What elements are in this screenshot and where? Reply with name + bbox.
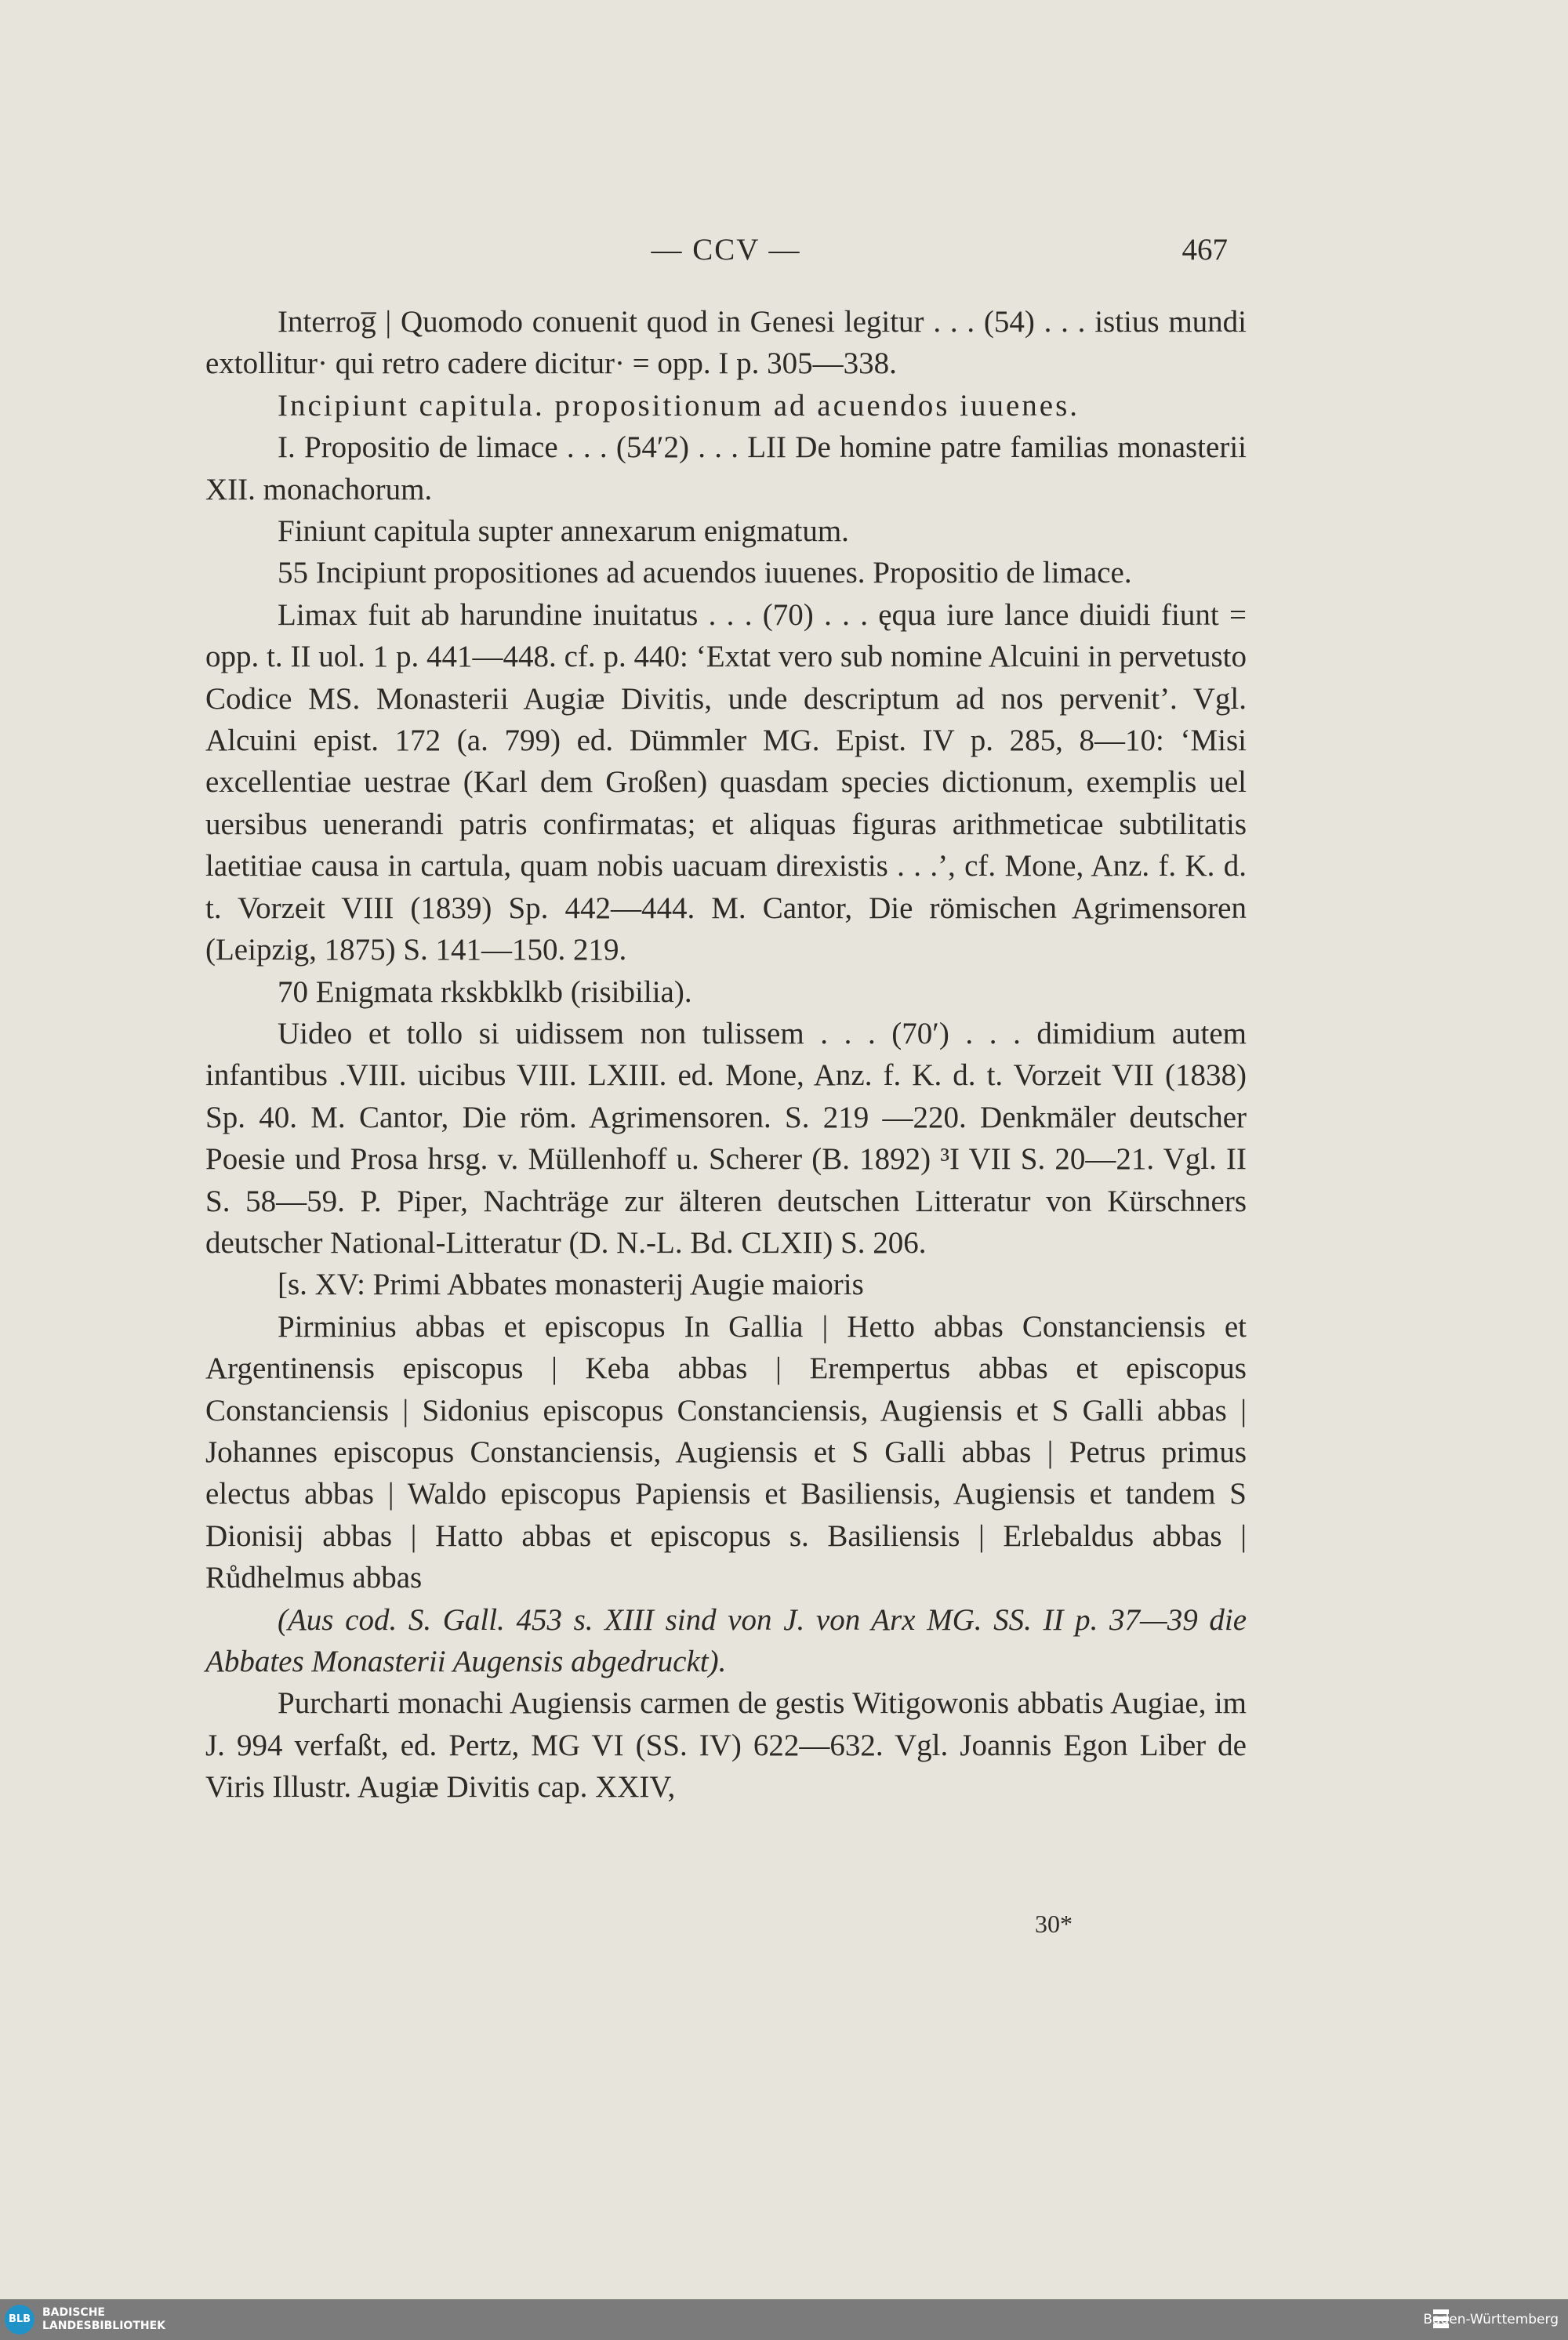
state-label[interactable]: Baden-Württemberg [1423,2312,1559,2327]
paragraph-uideo: Uideo et tollo si uidissem non tulissem . . . (70′) . . . dimidium autem infantibus .VIII. uicibus VIII. LXIII. ed. Mone, Anz. f. K. d. t. Vorzeit VII (1838) Sp. 40. M. Cantor, Die röm. Agrimensoren. S. 219 —220. Denkmäler deutscher Poesie und Prosa hrsg. v. Müllenhoff u. Scherer (B. 1892) ³I VII S. 20—21. Vgl. II S. 58—59. P. Piper, Nachträge zur älteren deutschen Litteratur von Kürschners deutscher National-Litteratur (D. N.-L. Bd. CLXII) S. 206. [205,1016,1247,1260]
library-name-line1: BADISCHE [42,2306,105,2319]
paragraph-incipiunt-capitula: Incipiunt capitula. propositionum ad acuendos iuuenes. [278,388,1080,423]
signature-mark: 30* [1035,1910,1073,1938]
paragraph-enigmata: 70 Enigmata rkskbklkb (risibilia). [278,974,692,1009]
page-number: 467 [1181,233,1228,267]
paragraph-limax: Limax fuit ab harundine inuitatus . . . (70) . . . ęqua iure lance diuidi fiunt = opp. t. II uol. 1 p. 441—448. cf. p. 440: ‘Extat vero sub nomine Alcuini in pervetusto Codice MS. Monasterii Augiæ Divitis, unde descriptum ad nos pervenit’. Vgl. Alcuini epist. 172 (a. 799) ed. Dümmler MG. Epist. IV p. 285, 8—10: ‘Misi excellentiae uestrae (Karl dem Großen) quasdam species dictionum, exemplis uel uersibus uenerandi patris confirmatas; et aliquas figuras arithmeticae subtilitatis laetitiae causa in cartula, quam nobis uacuam direxistis . . .’, cf. Mone, Anz. f. K. d. t. Vorzeit VIII (1839) Sp. 442—444. M. Cantor, Die römischen Agrimensoren (Leipzig, 1875) S. 141—150. 219. [205,597,1247,967]
paragraph-finiunt-capitula: Finiunt capitula supter annexarum enigmatum. [278,514,849,549]
blb-logo-icon[interactable]: BLB [5,2305,34,2335]
paragraph-incipiunt-propositiones: 55 Incipiunt propositiones ad acuendos iuuenes. Propositio de limace. [278,556,1132,590]
paragraph-primi-abbates: [s. XV: Primi Abbates monasterij Augie maioris [278,1268,864,1302]
running-header [205,232,1247,279]
library-name [42,2306,165,2333]
running-title: — CCV — [651,233,801,267]
footer-bar [0,2299,1568,2340]
paragraph-aus-cod: (Aus cod. S. Gall. 453 s. XIII sind von J. von Arx MG. SS. II p. 37—39 die Abbates Monasterii Augensis abgedruckt). [205,1602,1247,1678]
paragraph-purcharti: Purcharti monachi Augiensis carmen de gestis Witigowonis abbatis Augiae, im J. 994 verfaßt, ed. Pertz, MG VI (SS. IV) 622—632. Vgl. Joannis Egon Liber de Viris Illustr. Augiæ Divitis cap. XXIV, [205,1686,1247,1805]
paragraph-propositio-limace: I. Propositio de limace . . . (54′2) . . . LII De homine patre familias monasterii XII. monachorum. [205,430,1247,506]
paragraph-interrog: Interrog̅ | Quomodo conuenit quod in Genesi legitur . . . (54) . . . istius mundi extollitur· qui retro cadere dicitur· = opp. I p. 305—338. [205,305,1247,381]
page-body [205,301,1247,1809]
library-name-line2: LANDESBIBLIOTHEK [42,2320,166,2332]
paragraph-pirminius: Pirminius abbas et episcopus In Gallia | Hetto abbas Constanciensis et Argentinensis episcopus | Keba abbas | Erempertus abbas et episcopus Constanciensis | Sidonius episcopus Constanciensis, Augiensis et S Galli abbas | Johannes episcopus Constanciensis, Augiensis et S Galli abbas | Petrus primus electus abbas | Waldo episcopus Papiensis et Basiliensis, Augiensis et tandem S Dionisij abbas | Hatto abbas et episcopus s. Basiliensis | Erlebaldus abbas | Růdhelmus abbas [205,1309,1247,1595]
